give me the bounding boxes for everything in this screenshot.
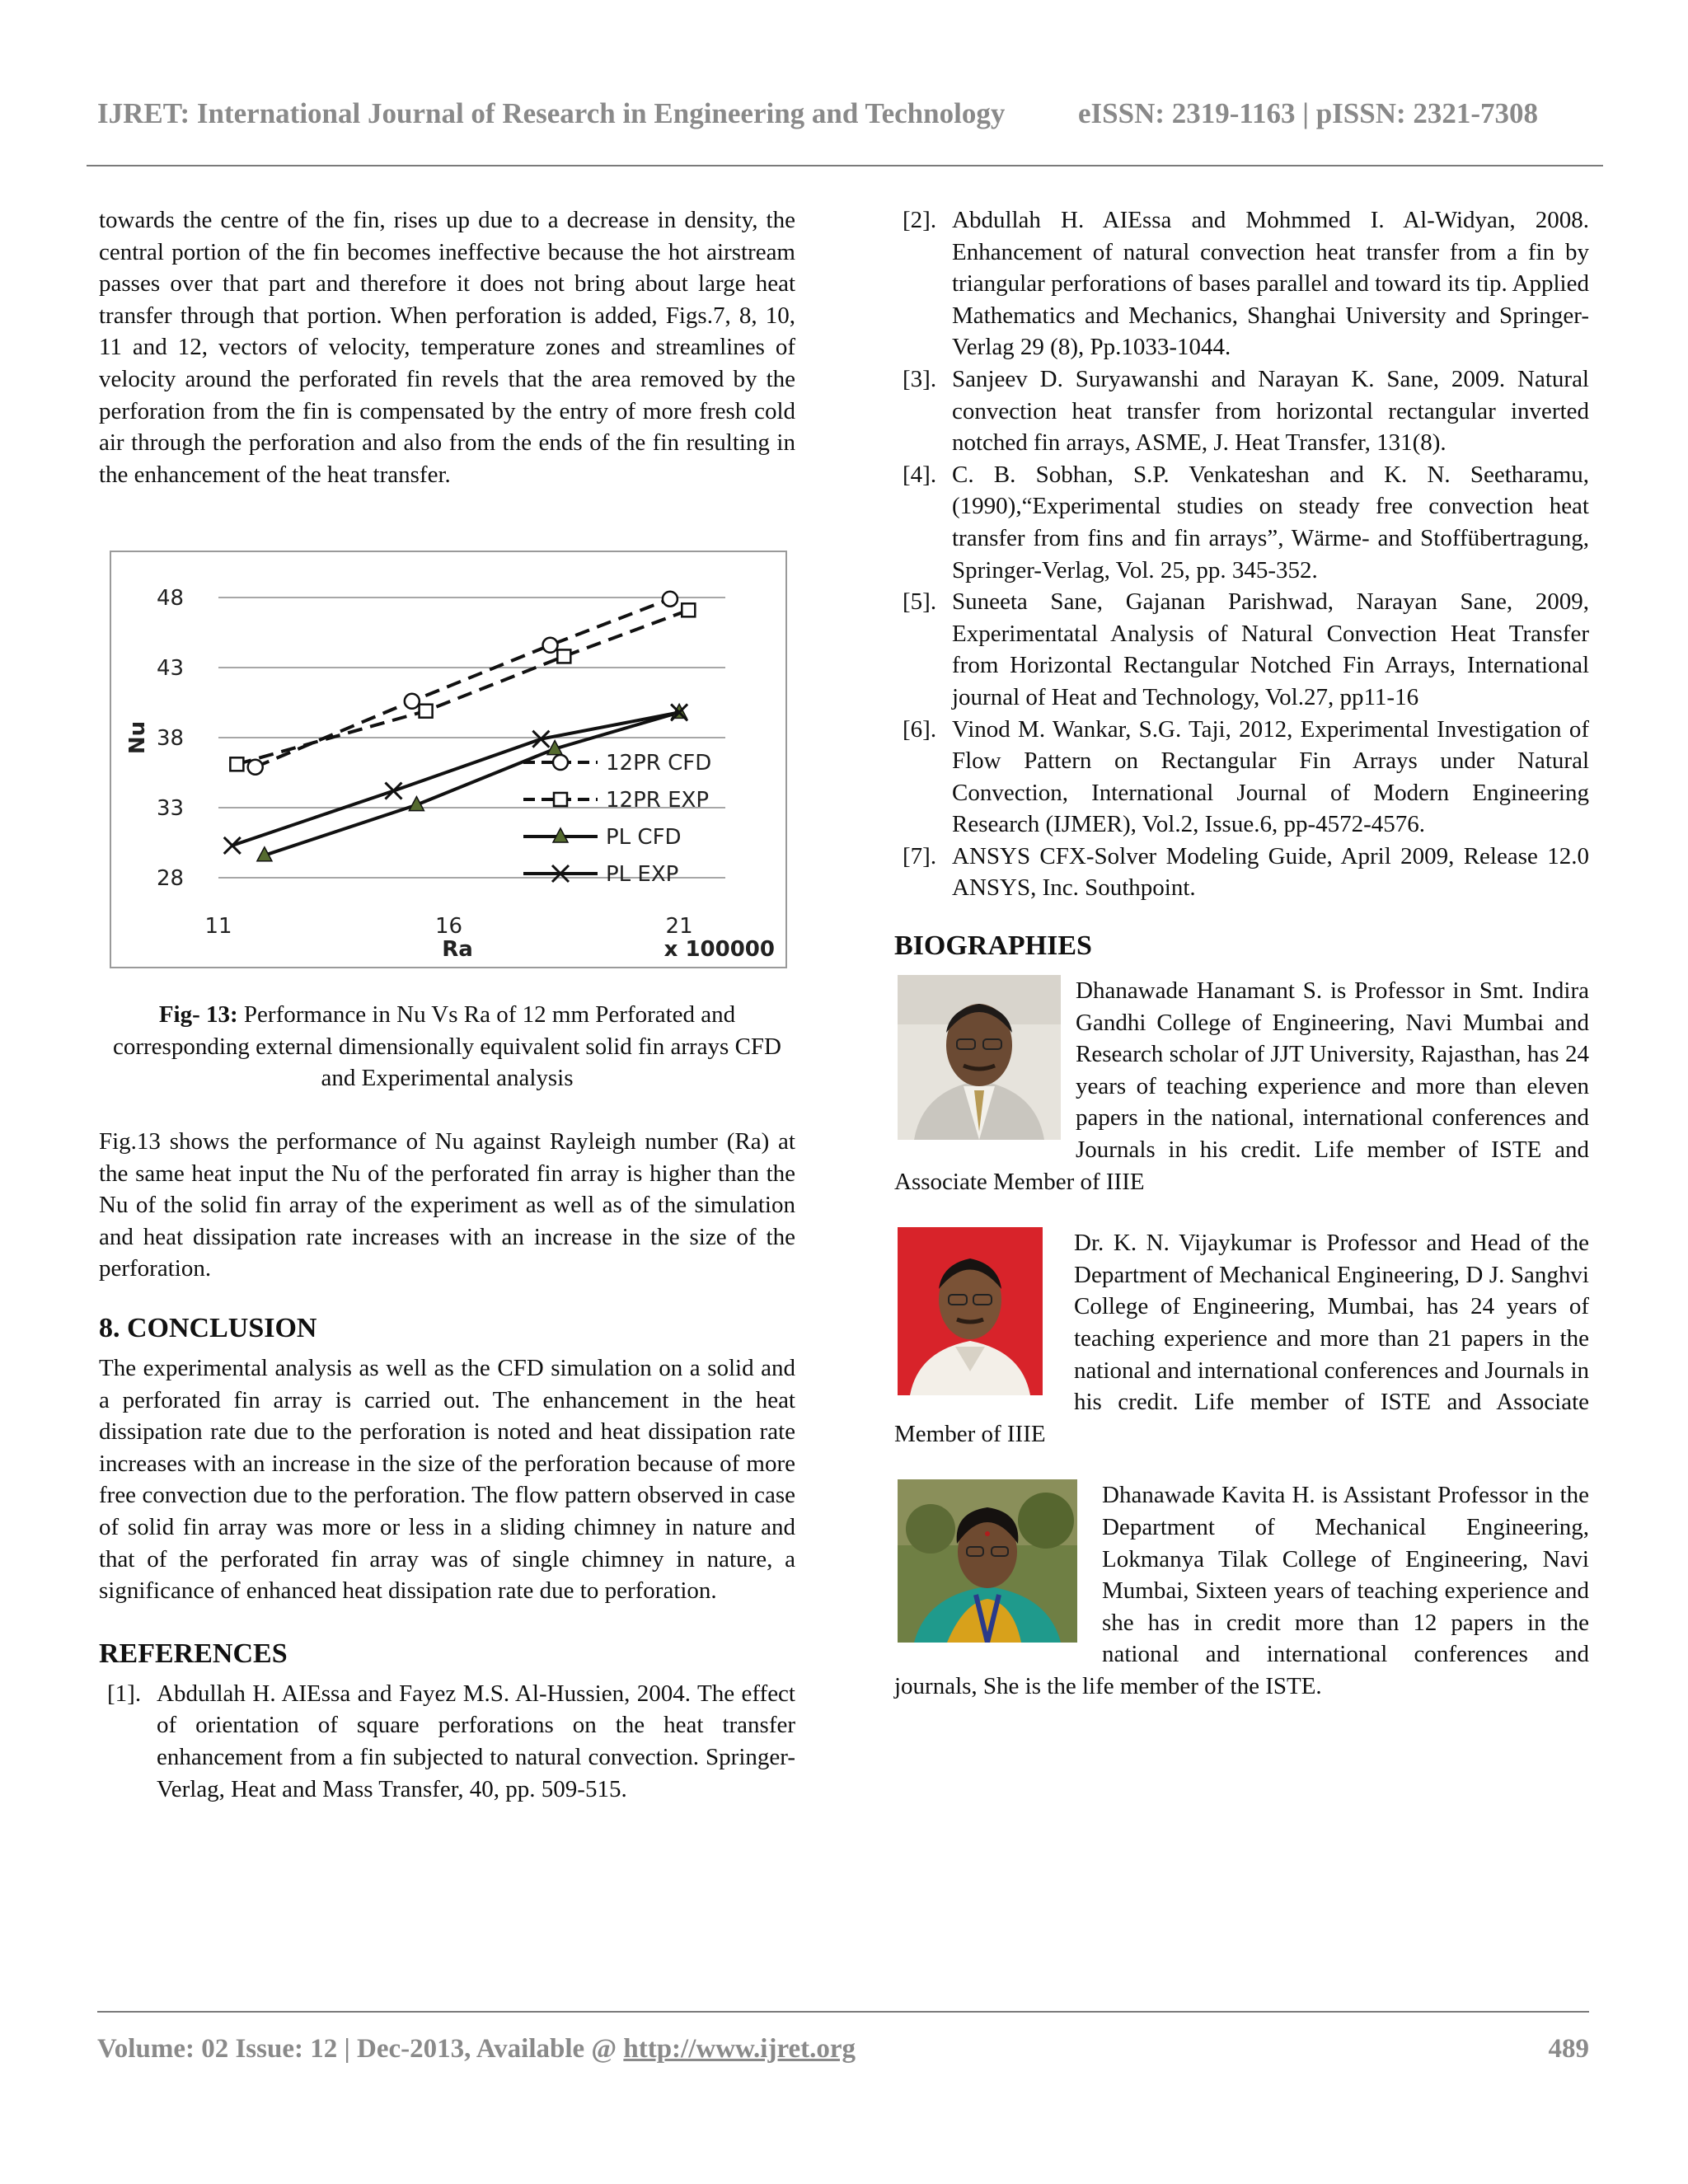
reference-number: [1]. — [107, 1680, 142, 1707]
left-column-lower — [99, 1126, 795, 1805]
reference-item — [894, 459, 1589, 586]
figure-caption — [99, 999, 795, 1094]
y-axis-label: Nu — [125, 720, 150, 755]
data-point — [663, 592, 678, 607]
reference-text: Vinod M. Wankar, S.G. Taji, 2012, Experimental Investigation of Flow Pattern on Rectangular Fin Arrays under Natural Convection, International Journal of Modern Engineering Research (IJMER), Vol.2, Issue.6, pp-4572-4576. — [952, 715, 1589, 838]
caption-text: Performance in Nu Vs Ra of 12 mm Perforated and corresponding external dimensionally equivalent solid fin arrays CFD and Experimental analysis — [112, 1001, 781, 1092]
biography-2 — [894, 1227, 1589, 1450]
journal-title: IJRET: International Journal of Research in Engineering and Technology — [97, 97, 1006, 129]
legend-marker — [554, 793, 567, 806]
series-line — [237, 610, 688, 764]
left-column — [99, 204, 795, 490]
x-tick-label: 11 — [204, 914, 232, 939]
legend-label: 12PR CFD — [606, 751, 712, 776]
reference-text: Suneeta Sane, Gajanan Parishwad, Narayan Sane, 2009, Experimentatal Analysis of Natural Convection Heat Transfer from Horizontal Rectangular Notched Fin Arrays, International journal of Heat and Technology, Vol.27, pp11-16 — [952, 588, 1589, 710]
author-photo-1 — [898, 975, 1061, 1140]
header-rule — [87, 165, 1603, 166]
page-number: 489 — [1548, 2034, 1589, 2064]
data-point — [543, 638, 558, 653]
data-point — [682, 603, 695, 616]
biography-1 — [894, 975, 1589, 1197]
journal-link[interactable]: http://www.ijret.org — [623, 2034, 856, 2064]
data-point — [385, 783, 401, 799]
legend-label: 12PR EXP — [606, 788, 710, 813]
reference-item — [894, 586, 1589, 713]
data-point — [420, 705, 433, 718]
legend-marker — [553, 755, 568, 770]
reference-item — [894, 363, 1589, 459]
reference-text: Abdullah H. AIEssa and Fayez M.S. Al-Hussien, 2004. The effect of orientation of square perforations on the heat transfer enhancement from a fin subjected to natural convection. Springer-Verlag, Heat and Mass Transfer, 40, pp. 509-515. — [157, 1680, 795, 1802]
reference-text: C. B. Sobhan, S.P. Venkateshan and K. N. Seetharamu, (1990),“Experimental studies on steady free convection heat transfer from fins and fin arrays”, Wärme- and Stoffübertragung, Springer-Verlag, Vol. 25, pp. 345-352. — [952, 461, 1589, 583]
y-tick-label: 38 — [157, 726, 185, 751]
conclusion-paragraph: The experimental analysis as well as the CFD simulation on a solid and a perforated fin array is carried out. The enhancement in the heat dissipation rate due to the perforation is noted and heat dissipation rate increases with an increase in the size of the perforation because of more free convection due to the perforation. The flow pattern observed in case of solid fin array was more or less in a sliding chimney in nature and that of the perforated fin array was of single chimney in nature, a significance of enhanced heat dissipation rate due to perforation. — [99, 1354, 795, 1605]
data-point — [405, 694, 420, 709]
reference-number: [5]. — [903, 588, 937, 616]
right-column — [894, 204, 1589, 1703]
reference-item — [894, 204, 1589, 363]
issn: eISSN: 2319-1163 | pISSN: 2321-7308 — [1078, 97, 1539, 129]
body-paragraph-2: Fig.13 shows the performance of Nu against Rayleigh number (Ra) at the same heat input the Nu of the perforated fin array is higher than the Nu of the solid fin array of the experiment as well as of the simulation and heat dissipation rate increases with an increase in the size of the perforation. — [99, 1128, 795, 1282]
reference-number: [7]. — [903, 842, 937, 869]
reference-number: [3]. — [903, 365, 937, 392]
biography-text-3: Dhanawade Kavita H. is Assistant Professor in the Department of Mechanical Engineering, Lokmanya Tilak College of Engineering, Navi Mumbai, Sixteen years of teaching experience and she has in credit more than 12 papers in the national and international conferences and journals, She is the life member of the ISTE. — [894, 1482, 1589, 1699]
conclusion-heading: 8. CONCLUSION — [99, 1312, 317, 1343]
legend-label: PL EXP — [606, 862, 679, 887]
author-photo-2 — [898, 1227, 1043, 1395]
volume-info: Volume: 02 Issue: 12 | Dec-2013, Available @ — [97, 2034, 624, 2064]
reference-text: Sanjeev D. Suryawanshi and Narayan K. Sane, 2009. Natural convection heat transfer from horizontal rectangular inverted notched fin arrays, ASME, J. Heat Transfer, 131(8). — [952, 365, 1589, 457]
y-tick-label: 43 — [157, 656, 185, 681]
x-axis-label: Ra — [442, 937, 473, 962]
author-photo-3 — [898, 1479, 1077, 1643]
biography-3 — [894, 1479, 1589, 1702]
references-heading: REFERENCES — [99, 1638, 288, 1669]
reference-item — [894, 714, 1589, 841]
data-point — [230, 757, 243, 771]
reference-number: [4]. — [903, 461, 937, 488]
running-header — [97, 97, 1589, 130]
reference-text: Abdullah H. AIEssa and Mohmmed I. Al-Widyan, 2008. Enhancement of natural convection heat transfer from a fin by triangular perforations of bases parallel and toward its tip. Applied Mathematics and Mechanics, Shanghai University and Springer-Verlag 29 (8), Pp.1033-1044. — [952, 207, 1589, 361]
reference-item — [99, 1678, 795, 1805]
footer-rule — [97, 2011, 1589, 2013]
body-paragraph-1: towards the centre of the fin, rises up due to a decrease in density, the central portion of the fin becomes ineffective because the hot airstream passes over that part and therefore it does not bring about large heat transfer through that portion. When perforation is added, Figs.7, 8, 10, 11 and 12, vectors of velocity, temperature zones and streamlines of velocity around the perforated fin revels that the area removed by the perforation from the fin is compensated by the entry of more fresh cold air through the perforation and also from the ends of the fin resulting in the enhancement of the heat transfer. — [99, 207, 795, 488]
biography-text-2: Dr. K. N. Vijaykumar is Professor and Head of the Department of Mechanical Engineering, D J. Sanghvi College of Engineering, Mumbai, has 24 years of teaching experience and more than 21 papers in the national and international conferences and Journals in his credit. Life member of ISTE and Associate Member of IIIE — [894, 1230, 1589, 1447]
x-multiplier-label: x 100000 — [663, 937, 775, 962]
caption-label: Fig- 13: — [158, 1001, 238, 1028]
y-tick-label: 33 — [157, 796, 185, 821]
x-tick-label: 21 — [665, 914, 693, 939]
y-tick-label: 48 — [157, 586, 185, 611]
data-point — [557, 649, 570, 663]
x-tick-label: 16 — [434, 914, 463, 939]
reference-text: ANSYS CFX-Solver Modeling Guide, April 2009, Release 12.0 ANSYS, Inc. Southpoint. — [952, 842, 1589, 902]
chart-svg — [111, 552, 785, 967]
figure-13-chart — [110, 551, 787, 968]
biographies-heading: BIOGRAPHIES — [894, 930, 1092, 962]
legend-label: PL CFD — [606, 825, 682, 850]
y-tick-label: 28 — [157, 866, 185, 891]
reference-number: [2]. — [903, 207, 937, 233]
reference-item — [894, 841, 1589, 904]
data-point — [224, 837, 241, 854]
running-footer — [97, 2034, 1589, 2064]
reference-number: [6]. — [903, 715, 937, 743]
biography-text-1: Dhanawade Hanamant S. is Professor in Smt. Indira Gandhi College of Engineering, Navi Mumbai and Research scholar of JJT University, Rajasthan, has 24 years of teaching experience and more than eleven papers in the national, international conferences and Journals in his credit. Life member of ISTE and Associate Member of IIIE — [894, 977, 1589, 1195]
